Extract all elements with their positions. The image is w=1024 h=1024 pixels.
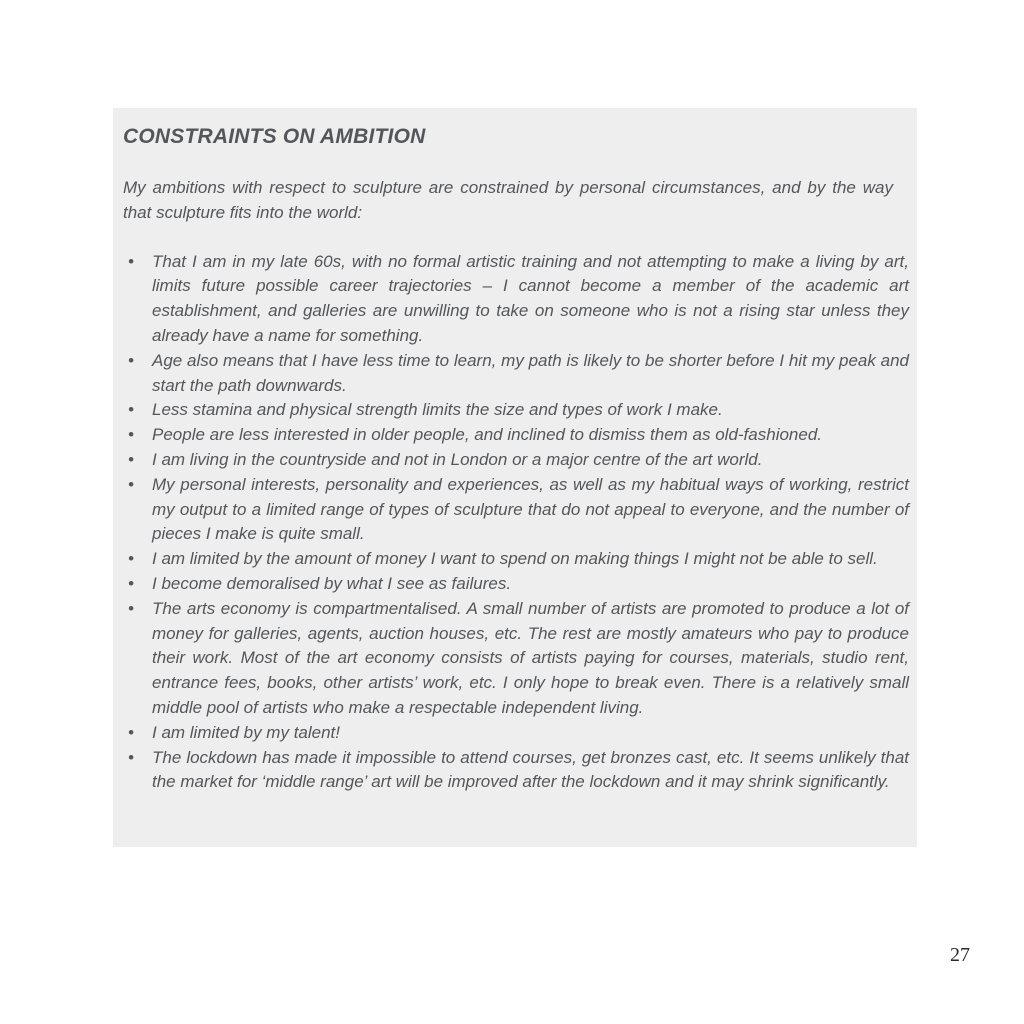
bullet-marker: • xyxy=(128,449,134,469)
list-item xyxy=(123,398,909,423)
list-item xyxy=(123,349,909,399)
bullet-text: People are less interested in older people, and inclined to dismiss them as old-fashioned. xyxy=(152,425,823,445)
bullet-text: I am limited by my talent! xyxy=(152,722,341,742)
bullet-text: Age also means that I have less time to learn, my path is likely to be shorter before I hit my peak and start the path downwards. xyxy=(152,350,909,395)
bullet-marker: • xyxy=(128,400,134,420)
bullet-text: I am limited by the amount of money I want to spend on making things I might not be able to sell. xyxy=(152,549,878,569)
bullet-text: My personal interests, personality and experiences, as well as my habitual ways of working, restrict my output to a limited range of types of sculpture that do not appeal to everyone, and the number of pieces I make is quite small. xyxy=(152,474,909,544)
list-item xyxy=(123,448,909,473)
list-item xyxy=(123,597,909,721)
bullet-marker: • xyxy=(128,474,134,494)
list-item xyxy=(123,547,909,572)
list-item xyxy=(123,423,909,448)
constraints-bullet-list xyxy=(123,250,909,796)
list-item xyxy=(123,721,909,746)
bullet-marker: • xyxy=(128,251,134,271)
bullet-marker: • xyxy=(128,425,134,445)
list-item xyxy=(123,473,909,547)
bullet-marker: • xyxy=(128,549,134,569)
constraints-panel xyxy=(113,108,917,847)
bullet-text: The arts economy is compartmentalised. A small number of artists are promoted to produce a lot of money for galleries, agents, auction houses, etc. The rest are mostly amateurs who pay to produce their work. Most of the art economy consists of artists paying for courses, materials, studio rent, entrance fees, books, other artists’ work, etc. I only hope to break even. There is a relatively small middle pool of artists who make a respectable independent living. xyxy=(152,598,909,717)
bullet-text: Less stamina and physical strength limits the size and types of work I make. xyxy=(152,400,723,420)
list-item xyxy=(123,746,909,796)
bullet-marker: • xyxy=(128,598,134,618)
bullet-marker: • xyxy=(128,722,134,742)
bullet-text: I am living in the countryside and not in London or a major centre of the art world. xyxy=(152,449,763,469)
panel-title: CONSTRAINTS ON AMBITION xyxy=(123,125,426,148)
list-item xyxy=(123,572,909,597)
list-item xyxy=(123,250,909,349)
bullet-marker: • xyxy=(128,747,134,767)
page-number: 27 xyxy=(950,944,970,966)
bullet-marker: • xyxy=(128,350,134,370)
bullet-marker: • xyxy=(128,573,134,593)
intro-paragraph: My ambitions with respect to sculpture are constrained by personal circumstances, and by the way that sculpture fits into the world: xyxy=(123,178,893,222)
bullet-text: The lockdown has made it impossible to attend courses, get bronzes cast, etc. It seems unlikely that the market for ‘middle range’ art will be improved after the lockdown and it may shrink significantly. xyxy=(152,747,909,792)
bullet-text: That I am in my late 60s, with no formal artistic training and not attempting to make a living by art, limits future possible career trajectories – I cannot become a member of the academic art establishment, and galleries are unwilling to take on someone who is not a rising star unless they already have a name for something. xyxy=(152,251,909,345)
bullet-text: I become demoralised by what I see as failures. xyxy=(152,573,512,593)
